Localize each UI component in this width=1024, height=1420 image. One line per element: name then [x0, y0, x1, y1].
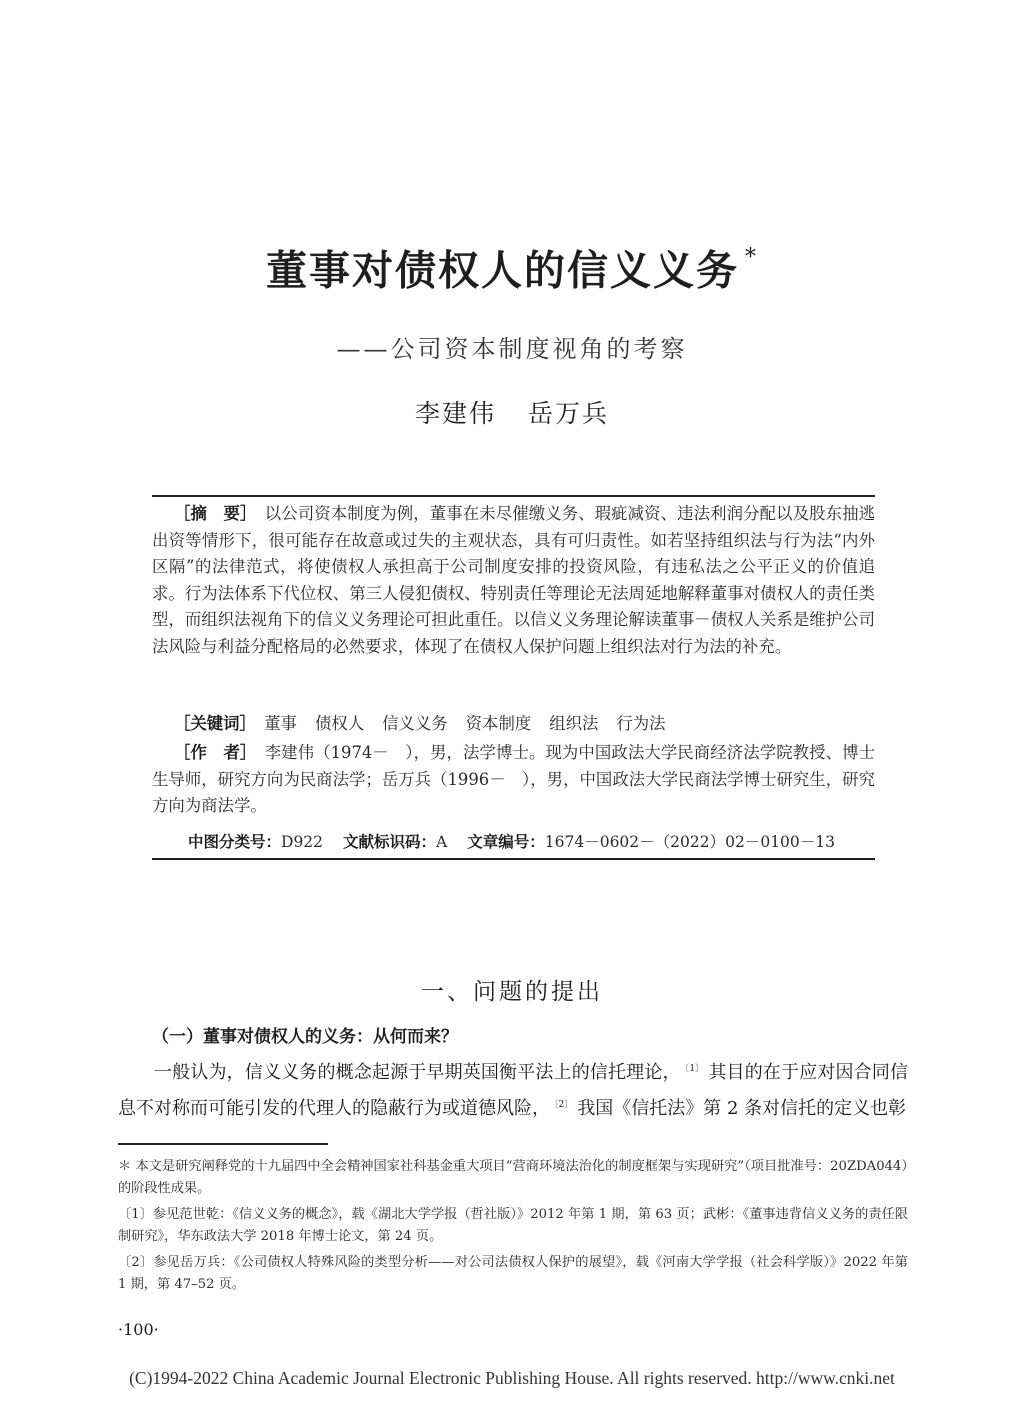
author-name: 岳万兵	[527, 399, 609, 428]
doc-code-value: A	[436, 833, 448, 851]
author-info-label: ［作 者］	[174, 743, 249, 762]
doc-code-label: 文献标识码：	[343, 833, 437, 851]
author-info	[152, 740, 875, 820]
footnote: 〔2〕参见岳万兵：《公司债权人特殊风险的类型分析——对公司法债权人保护的展望》，载《河南大学学报（社会科学版）》2022 年第 1 期，第 47–52 页。	[118, 1255, 908, 1292]
article-title	[0, 236, 1024, 299]
clc-value: D922	[281, 833, 324, 851]
abstract-text: 以公司资本制度为例，董事在未尽催缴义务、瑕疵减资、违法利润分配以及股东抽逃出资等情形下，很可能存在故意或过失的主观状态，具有可归责性。如若坚持组织法与行为法“内外区隔”的法律范式，将使债权人承担高于公司制度安排的投资风险，有违私法之公平正义的价值追求。行为法体系下代位权、第三人侵犯债权、特别责任等理论无法周延地解释董事对债权人的责任类型，而组织法视角下的信义义务理论可担此重任。以信义义务理论解读董事－债权人关系是维护公司法风险与利益分配格局的必然要求，体现了在债权人保护问题上组织法对行为法的补充。	[152, 504, 875, 656]
keyword: 信义义务	[382, 714, 448, 733]
title-text: 董事对债权人的信义义务	[266, 246, 739, 295]
clc-label: 中图分类号：	[188, 833, 282, 851]
classification-line	[152, 829, 911, 856]
footnote: 〔1〕参见范世乾：《信义义务的概念》，载《湖北大学学报（哲社版）》2012 年第 1 期，第 63 页；武彬：《董事违背信义义务的责任限制研究》，华东政法大学 2018 年博士论文，第 24 页。	[118, 1207, 908, 1244]
article-subtitle: ——公司资本制度视角的考察	[336, 335, 688, 363]
author-line	[0, 397, 1024, 431]
keyword: 资本制度	[465, 714, 532, 733]
keywords	[152, 711, 897, 738]
body-text: 我国《信托法》第 2 条对信托的定义也彰	[577, 1098, 907, 1119]
article-number-value: 1674－0602－（2022）02－0100－13	[544, 833, 835, 851]
title-footnote-mark: *	[745, 245, 758, 270]
footnote-ref[interactable]: 〔1〕	[684, 1064, 705, 1074]
keyword: 行为法	[616, 714, 666, 733]
abstract	[152, 501, 875, 661]
author-name: 李建伟	[415, 399, 497, 428]
section-heading: 一、问题的提出	[421, 979, 603, 1005]
keyword: 组织法	[549, 714, 599, 733]
footnote-rule	[118, 1143, 328, 1145]
abstract-label: ［摘 要］	[174, 504, 249, 523]
body-text: 一般认为，信义义务的概念起源于早期英国衡平法上的信托理论，	[154, 1062, 681, 1083]
abstract-top-rule	[152, 495, 875, 497]
page-number: ·100·	[118, 1320, 159, 1339]
body-paragraph	[118, 1053, 908, 1125]
copyright-footer: (C)1994-2022 China Academic Journal Electronic Publishing House. All rights reserved. http://www.cnki.net	[129, 1368, 895, 1388]
footnote-ref[interactable]: 〔2〕	[554, 1100, 574, 1110]
subsection-heading: （一）董事对债权人的义务：从何而来？	[152, 1027, 458, 1047]
author-info-text: 李建伟（1974－ ），男，法学博士。现为中国政法大学民商经济法学院教授、博士生导师，研究方向为民商法学；岳万兵（1996－ ），男，中国政法大学民商法学博士研究生，研究方向为商法学。	[152, 743, 875, 816]
keyword: 债权人	[314, 714, 365, 733]
abstract-bottom-rule	[152, 858, 875, 860]
article-number-label: 文章编号：	[467, 833, 545, 851]
keyword: 董事	[264, 714, 297, 733]
keywords-label: ［关键词］	[174, 714, 248, 733]
footnote: ＊ 本文是研究阐释党的十九届四中全会精神国家社科基金重大项目“营商环境法治化的制度框架与实现研究”（项目批准号：20ZDA044）的阶段性成果。	[118, 1159, 908, 1196]
body-text: 其目的在于应对因合同信息不对称而可能引发的代理人的隐蔽行为或道德风险，	[118, 1062, 909, 1119]
